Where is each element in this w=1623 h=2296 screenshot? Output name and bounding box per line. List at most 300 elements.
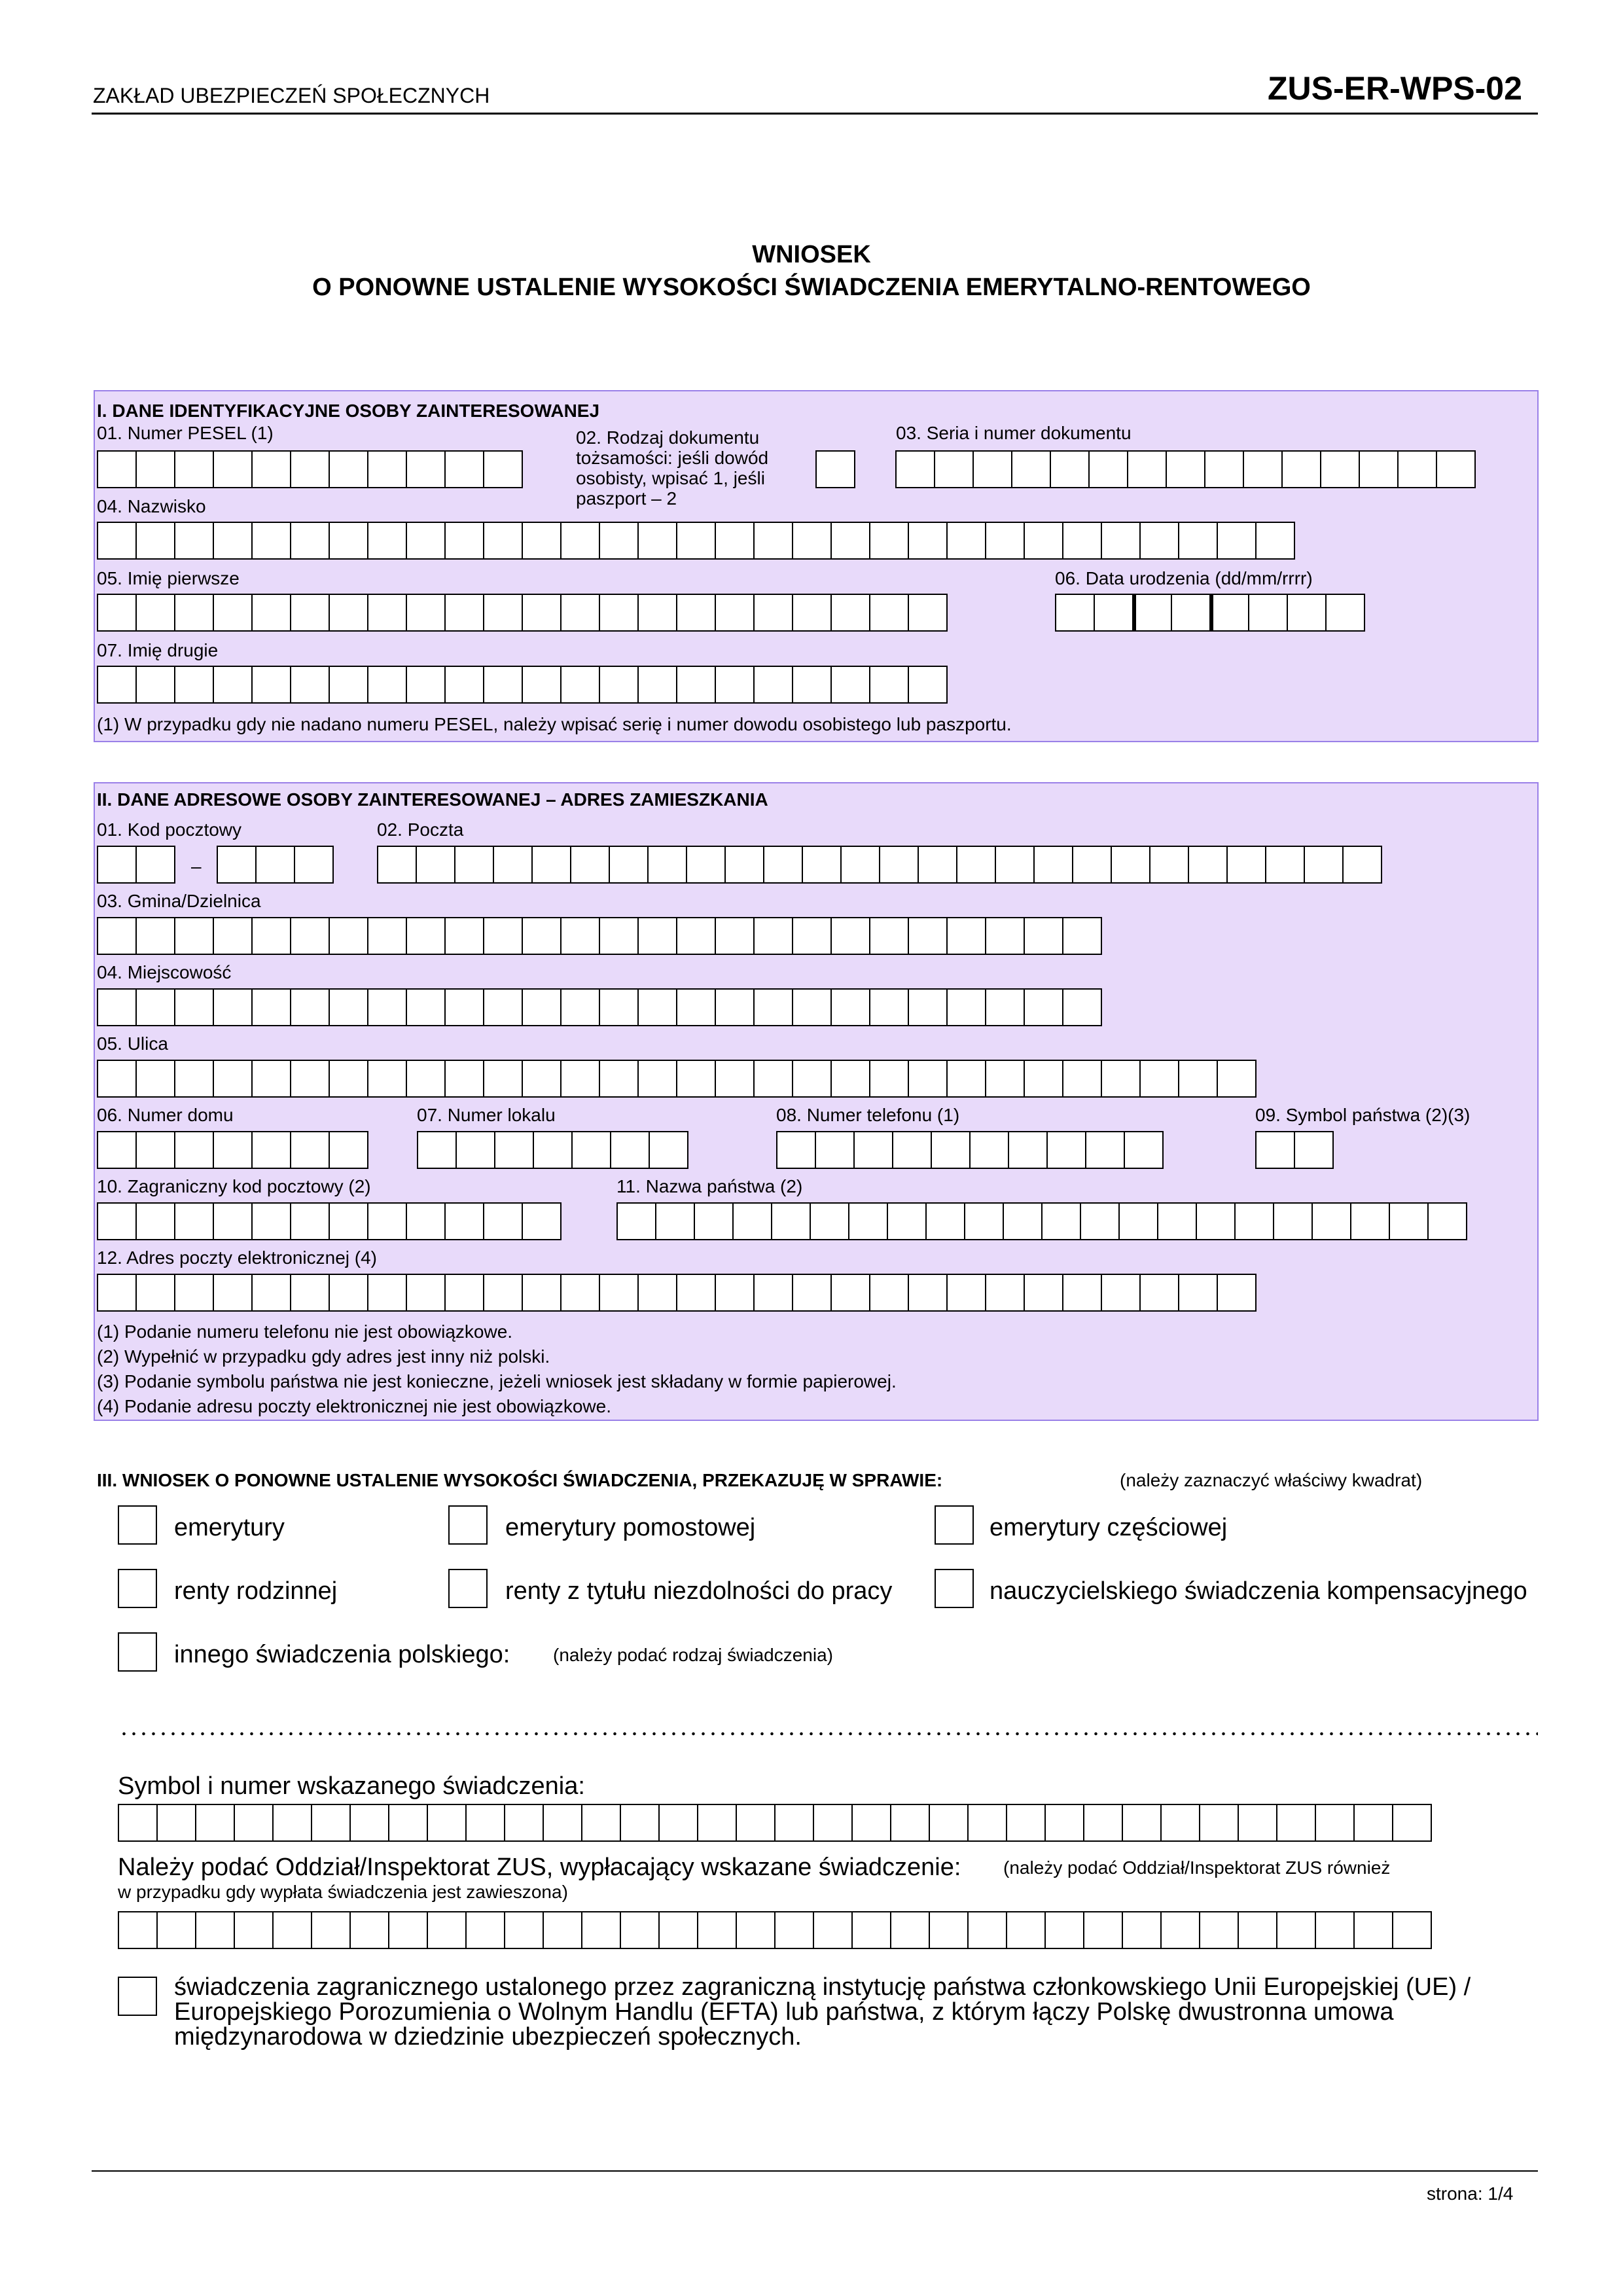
character-cell[interactable] [1118, 1202, 1158, 1240]
character-cell[interactable] [329, 1060, 368, 1098]
character-cell[interactable] [1094, 594, 1133, 632]
character-cell[interactable] [483, 522, 523, 560]
character-cell[interactable] [637, 917, 677, 955]
character-cell[interactable] [869, 917, 909, 955]
character-cell[interactable] [290, 988, 330, 1026]
character-cell[interactable] [483, 988, 523, 1026]
character-cell[interactable] [869, 1060, 909, 1098]
character-cell[interactable] [967, 1911, 1007, 1949]
character-cell[interactable] [213, 1274, 253, 1312]
character-cell[interactable] [444, 1060, 484, 1098]
character-cell[interactable] [251, 594, 291, 632]
pesel-input[interactable] [97, 450, 523, 488]
character-cell[interactable] [1353, 1911, 1393, 1949]
character-cell[interactable] [329, 666, 368, 704]
character-cell[interactable] [869, 594, 909, 632]
character-cell[interactable] [1287, 594, 1327, 632]
character-cell[interactable] [522, 522, 562, 560]
checkbox-foreign-benefit[interactable] [118, 1977, 157, 2016]
character-cell[interactable] [416, 846, 455, 884]
character-cell[interactable] [753, 917, 793, 955]
character-cell[interactable] [715, 988, 755, 1026]
character-cell[interactable] [427, 1911, 467, 1949]
character-cell[interactable] [830, 522, 870, 560]
character-cell[interactable] [1255, 522, 1295, 560]
character-cell[interactable] [1044, 1804, 1084, 1842]
character-cell[interactable] [311, 1804, 351, 1842]
flat-no-input[interactable] [417, 1131, 688, 1169]
email-input[interactable] [97, 1274, 1257, 1312]
character-cell[interactable] [869, 988, 909, 1026]
character-cell[interactable] [504, 1911, 544, 1949]
character-cell[interactable] [676, 594, 716, 632]
character-cell[interactable] [290, 1274, 330, 1312]
character-cell[interactable] [97, 1060, 137, 1098]
character-cell[interactable] [406, 988, 446, 1026]
character-cell[interactable] [599, 1274, 639, 1312]
character-cell[interactable] [97, 917, 137, 955]
character-cell[interactable] [637, 1060, 677, 1098]
character-cell[interactable] [609, 846, 649, 884]
character-cell[interactable] [1062, 522, 1102, 560]
character-cell[interactable] [956, 846, 996, 884]
character-cell[interactable] [174, 917, 214, 955]
character-cell[interactable] [776, 1131, 816, 1169]
character-cell[interactable] [1101, 1274, 1141, 1312]
character-cell[interactable] [406, 594, 446, 632]
character-cell[interactable] [813, 1804, 853, 1842]
character-cell[interactable] [1178, 522, 1218, 560]
character-cell[interactable] [869, 666, 909, 704]
character-cell[interactable] [97, 594, 137, 632]
character-cell[interactable] [217, 846, 257, 884]
locality-input[interactable] [97, 988, 1102, 1026]
character-cell[interactable] [329, 1274, 368, 1312]
character-cell[interactable] [329, 988, 368, 1026]
character-cell[interactable] [1072, 846, 1112, 884]
character-cell[interactable] [234, 1911, 274, 1949]
character-cell[interactable] [599, 594, 639, 632]
character-cell[interactable] [135, 1131, 175, 1169]
branch-input[interactable] [118, 1911, 1432, 1949]
character-cell[interactable] [483, 666, 523, 704]
character-cell[interactable] [483, 1274, 523, 1312]
character-cell[interactable] [1044, 1911, 1084, 1949]
character-cell[interactable] [969, 1131, 1009, 1169]
character-cell[interactable] [406, 1060, 446, 1098]
character-cell[interactable] [647, 846, 687, 884]
character-cell[interactable] [792, 666, 832, 704]
house-no-input[interactable] [97, 1131, 368, 1169]
character-cell[interactable] [97, 988, 137, 1026]
character-cell[interactable] [581, 1804, 621, 1842]
character-cell[interactable] [815, 450, 855, 488]
character-cell[interactable] [1024, 988, 1063, 1026]
character-cell[interactable] [444, 522, 484, 560]
character-cell[interactable] [290, 450, 330, 488]
character-cell[interactable] [406, 1274, 446, 1312]
character-cell[interactable] [1062, 988, 1102, 1026]
character-cell[interactable] [97, 846, 137, 884]
country-symbol-input[interactable] [1255, 1131, 1334, 1169]
character-cell[interactable] [272, 1804, 312, 1842]
character-cell[interactable] [637, 522, 677, 560]
character-cell[interactable] [1234, 1202, 1274, 1240]
character-cell[interactable] [1199, 1804, 1239, 1842]
character-cell[interactable] [174, 1060, 214, 1098]
character-cell[interactable] [135, 450, 175, 488]
character-cell[interactable] [406, 1202, 446, 1240]
character-cell[interactable] [213, 522, 253, 560]
character-cell[interactable] [732, 1202, 772, 1240]
character-cell[interactable] [736, 1804, 776, 1842]
postal-code-input-a[interactable] [97, 846, 175, 884]
character-cell[interactable] [290, 1131, 330, 1169]
character-cell[interactable] [118, 1804, 158, 1842]
character-cell[interactable] [1178, 1274, 1218, 1312]
character-cell[interactable] [290, 917, 330, 955]
character-cell[interactable] [676, 666, 716, 704]
character-cell[interactable] [774, 1804, 814, 1842]
character-cell[interactable] [985, 1274, 1025, 1312]
character-cell[interactable] [406, 666, 446, 704]
character-cell[interactable] [1088, 450, 1128, 488]
character-cell[interactable] [724, 846, 764, 884]
character-cell[interactable] [1217, 1060, 1257, 1098]
character-cell[interactable] [934, 450, 974, 488]
character-cell[interactable] [810, 1202, 849, 1240]
character-cell[interactable] [946, 1060, 986, 1098]
character-cell[interactable] [1160, 1911, 1200, 1949]
character-cell[interactable] [1217, 1274, 1257, 1312]
character-cell[interactable] [454, 846, 494, 884]
character-cell[interactable] [1122, 1911, 1162, 1949]
character-cell[interactable] [918, 846, 957, 884]
character-cell[interactable] [571, 1131, 611, 1169]
character-cell[interactable] [851, 1804, 891, 1842]
character-cell[interactable] [890, 1911, 930, 1949]
character-cell[interactable] [908, 1274, 948, 1312]
character-cell[interactable] [329, 594, 368, 632]
character-cell[interactable] [560, 988, 600, 1026]
character-cell[interactable] [895, 450, 935, 488]
character-cell[interactable] [388, 1911, 428, 1949]
character-cell[interactable] [135, 1202, 175, 1240]
character-cell[interactable] [367, 1274, 407, 1312]
character-cell[interactable] [1389, 1202, 1429, 1240]
character-cell[interactable] [1101, 522, 1141, 560]
character-cell[interactable] [406, 917, 446, 955]
character-cell[interactable] [195, 1804, 235, 1842]
character-cell[interactable] [1024, 1060, 1063, 1098]
character-cell[interactable] [522, 988, 562, 1026]
character-cell[interactable] [1149, 846, 1189, 884]
character-cell[interactable] [1139, 1274, 1179, 1312]
character-cell[interactable] [483, 1202, 523, 1240]
checkbox-innego[interactable] [118, 1632, 157, 1672]
character-cell[interactable] [213, 666, 253, 704]
character-cell[interactable] [174, 522, 214, 560]
character-cell[interactable] [290, 594, 330, 632]
character-cell[interactable] [531, 846, 571, 884]
character-cell[interactable] [908, 917, 948, 955]
character-cell[interactable] [97, 1131, 137, 1169]
character-cell[interactable] [1050, 450, 1090, 488]
character-cell[interactable] [869, 522, 909, 560]
character-cell[interactable] [1204, 450, 1244, 488]
character-cell[interactable] [135, 594, 175, 632]
character-cell[interactable] [251, 666, 291, 704]
character-cell[interactable] [522, 917, 562, 955]
character-cell[interactable] [637, 988, 677, 1026]
character-cell[interactable] [1315, 1804, 1355, 1842]
character-cell[interactable] [908, 666, 948, 704]
character-cell[interactable] [444, 450, 484, 488]
character-cell[interactable] [694, 1202, 734, 1240]
character-cell[interactable] [251, 1202, 291, 1240]
character-cell[interactable] [985, 1060, 1025, 1098]
character-cell[interactable] [1127, 450, 1167, 488]
character-cell[interactable] [1238, 1804, 1277, 1842]
character-cell[interactable] [655, 1202, 695, 1240]
character-cell[interactable] [1276, 1911, 1316, 1949]
character-cell[interactable] [599, 988, 639, 1026]
character-cell[interactable] [290, 1202, 330, 1240]
character-cell[interactable] [1083, 1911, 1123, 1949]
doc-number-input[interactable] [895, 450, 1476, 488]
character-cell[interactable] [367, 1060, 407, 1098]
character-cell[interactable] [213, 450, 253, 488]
street-input[interactable] [97, 1060, 1257, 1098]
checkbox-renty-rodzinnej[interactable] [118, 1569, 157, 1608]
character-cell[interactable] [637, 1274, 677, 1312]
character-cell[interactable] [251, 1060, 291, 1098]
character-cell[interactable] [610, 1131, 650, 1169]
character-cell[interactable] [985, 522, 1025, 560]
character-cell[interactable] [156, 1911, 196, 1949]
character-cell[interactable] [676, 988, 716, 1026]
character-cell[interactable] [599, 666, 639, 704]
character-cell[interactable] [174, 1202, 214, 1240]
character-cell[interactable] [522, 666, 562, 704]
character-cell[interactable] [97, 450, 137, 488]
character-cell[interactable] [251, 917, 291, 955]
character-cell[interactable] [1273, 1202, 1313, 1240]
character-cell[interactable] [135, 1060, 175, 1098]
character-cell[interactable] [637, 666, 677, 704]
character-cell[interactable] [658, 1911, 698, 1949]
character-cell[interactable] [929, 1804, 969, 1842]
character-cell[interactable] [908, 988, 948, 1026]
character-cell[interactable] [620, 1804, 660, 1842]
character-cell[interactable] [813, 1911, 853, 1949]
character-cell[interactable] [97, 1202, 137, 1240]
character-cell[interactable] [715, 522, 755, 560]
character-cell[interactable] [830, 1274, 870, 1312]
character-cell[interactable] [174, 666, 214, 704]
character-cell[interactable] [985, 917, 1025, 955]
character-cell[interactable] [774, 1911, 814, 1949]
character-cell[interactable] [946, 917, 986, 955]
character-cell[interactable] [367, 666, 407, 704]
character-cell[interactable] [931, 1131, 971, 1169]
character-cell[interactable] [1024, 522, 1063, 560]
character-cell[interactable] [925, 1202, 965, 1240]
character-cell[interactable] [367, 988, 407, 1026]
character-cell[interactable] [995, 846, 1035, 884]
character-cell[interactable] [135, 1274, 175, 1312]
character-cell[interactable] [753, 988, 793, 1026]
character-cell[interactable] [255, 846, 295, 884]
character-cell[interactable] [213, 917, 253, 955]
character-cell[interactable] [792, 1274, 832, 1312]
character-cell[interactable] [174, 1131, 214, 1169]
character-cell[interactable] [444, 666, 484, 704]
character-cell[interactable] [1085, 1131, 1125, 1169]
character-cell[interactable] [1392, 1911, 1432, 1949]
character-cell[interactable] [1157, 1202, 1197, 1240]
character-cell[interactable] [494, 1131, 534, 1169]
character-cell[interactable] [522, 1060, 562, 1098]
character-cell[interactable] [985, 988, 1025, 1026]
character-cell[interactable] [522, 1202, 562, 1240]
character-cell[interactable] [1006, 1804, 1046, 1842]
character-cell[interactable] [543, 1804, 582, 1842]
character-cell[interactable] [329, 917, 368, 955]
character-cell[interactable] [1111, 846, 1150, 884]
character-cell[interactable] [135, 846, 175, 884]
character-cell[interactable] [1315, 1911, 1355, 1949]
character-cell[interactable] [329, 522, 368, 560]
character-cell[interactable] [367, 917, 407, 955]
character-cell[interactable] [444, 1274, 484, 1312]
character-cell[interactable] [697, 1911, 737, 1949]
character-cell[interactable] [715, 917, 755, 955]
character-cell[interactable] [213, 1060, 253, 1098]
character-cell[interactable] [349, 1804, 389, 1842]
character-cell[interactable] [560, 594, 600, 632]
character-cell[interactable] [830, 594, 870, 632]
character-cell[interactable] [97, 666, 137, 704]
character-cell[interactable] [1243, 450, 1283, 488]
character-cell[interactable] [251, 450, 291, 488]
character-cell[interactable] [792, 1060, 832, 1098]
character-cell[interactable] [887, 1202, 927, 1240]
character-cell[interactable] [135, 522, 175, 560]
municipality-input[interactable] [97, 917, 1102, 955]
character-cell[interactable] [213, 1202, 253, 1240]
second-name-input[interactable] [97, 666, 948, 704]
checkbox-nauczycielskiego[interactable] [935, 1569, 974, 1608]
character-cell[interactable] [329, 1202, 368, 1240]
character-cell[interactable] [658, 1804, 698, 1842]
character-cell[interactable] [736, 1911, 776, 1949]
character-cell[interactable] [174, 594, 214, 632]
character-cell[interactable] [1055, 594, 1095, 632]
character-cell[interactable] [1320, 450, 1360, 488]
character-cell[interactable] [715, 1060, 755, 1098]
character-cell[interactable] [686, 846, 726, 884]
character-cell[interactable] [234, 1804, 274, 1842]
character-cell[interactable] [1342, 846, 1382, 884]
character-cell[interactable] [1024, 1274, 1063, 1312]
character-cell[interactable] [676, 1274, 716, 1312]
character-cell[interactable] [1350, 1202, 1390, 1240]
character-cell[interactable] [1178, 1060, 1218, 1098]
character-cell[interactable] [290, 666, 330, 704]
character-cell[interactable] [1083, 1804, 1123, 1842]
character-cell[interactable] [483, 594, 523, 632]
character-cell[interactable] [1238, 1911, 1277, 1949]
character-cell[interactable] [1311, 1202, 1351, 1240]
birth-date-input[interactable] [1055, 594, 1365, 632]
character-cell[interactable] [1139, 522, 1179, 560]
character-cell[interactable] [1199, 1911, 1239, 1949]
character-cell[interactable] [1006, 1911, 1046, 1949]
character-cell[interactable] [1255, 1131, 1295, 1169]
character-cell[interactable] [1436, 450, 1476, 488]
character-cell[interactable] [1080, 1202, 1120, 1240]
character-cell[interactable] [1392, 1804, 1432, 1842]
character-cell[interactable] [1011, 450, 1051, 488]
character-cell[interactable] [251, 1274, 291, 1312]
character-cell[interactable] [1359, 450, 1399, 488]
post-office-input[interactable] [377, 846, 1382, 884]
character-cell[interactable] [830, 988, 870, 1026]
character-cell[interactable] [792, 917, 832, 955]
character-cell[interactable] [753, 666, 793, 704]
character-cell[interactable] [97, 1274, 137, 1312]
character-cell[interactable] [174, 988, 214, 1026]
character-cell[interactable] [1046, 1131, 1086, 1169]
character-cell[interactable] [676, 917, 716, 955]
character-cell[interactable] [1139, 1060, 1179, 1098]
character-cell[interactable] [543, 1911, 582, 1949]
character-cell[interactable] [1033, 846, 1073, 884]
character-cell[interactable] [908, 1060, 948, 1098]
character-cell[interactable] [1397, 450, 1437, 488]
character-cell[interactable] [1196, 1202, 1236, 1240]
character-cell[interactable] [1160, 1804, 1200, 1842]
character-cell[interactable] [560, 522, 600, 560]
character-cell[interactable] [853, 1131, 893, 1169]
character-cell[interactable] [676, 1060, 716, 1098]
character-cell[interactable] [851, 1911, 891, 1949]
character-cell[interactable] [1217, 522, 1257, 560]
character-cell[interactable] [620, 1911, 660, 1949]
character-cell[interactable] [251, 522, 291, 560]
character-cell[interactable] [1122, 1804, 1162, 1842]
character-cell[interactable] [1188, 846, 1228, 884]
character-cell[interactable] [890, 1804, 930, 1842]
character-cell[interactable] [483, 917, 523, 955]
character-cell[interactable] [1281, 450, 1321, 488]
character-cell[interactable] [444, 988, 484, 1026]
character-cell[interactable] [599, 522, 639, 560]
character-cell[interactable] [406, 522, 446, 560]
character-cell[interactable] [213, 1131, 253, 1169]
character-cell[interactable] [560, 917, 600, 955]
foreign-postal-input[interactable] [97, 1202, 562, 1240]
character-cell[interactable] [1248, 594, 1288, 632]
character-cell[interactable] [272, 1911, 312, 1949]
character-cell[interactable] [908, 522, 948, 560]
character-cell[interactable] [1003, 1202, 1043, 1240]
character-cell[interactable] [1304, 846, 1344, 884]
character-cell[interactable] [946, 522, 986, 560]
character-cell[interactable] [465, 1911, 505, 1949]
character-cell[interactable] [830, 917, 870, 955]
